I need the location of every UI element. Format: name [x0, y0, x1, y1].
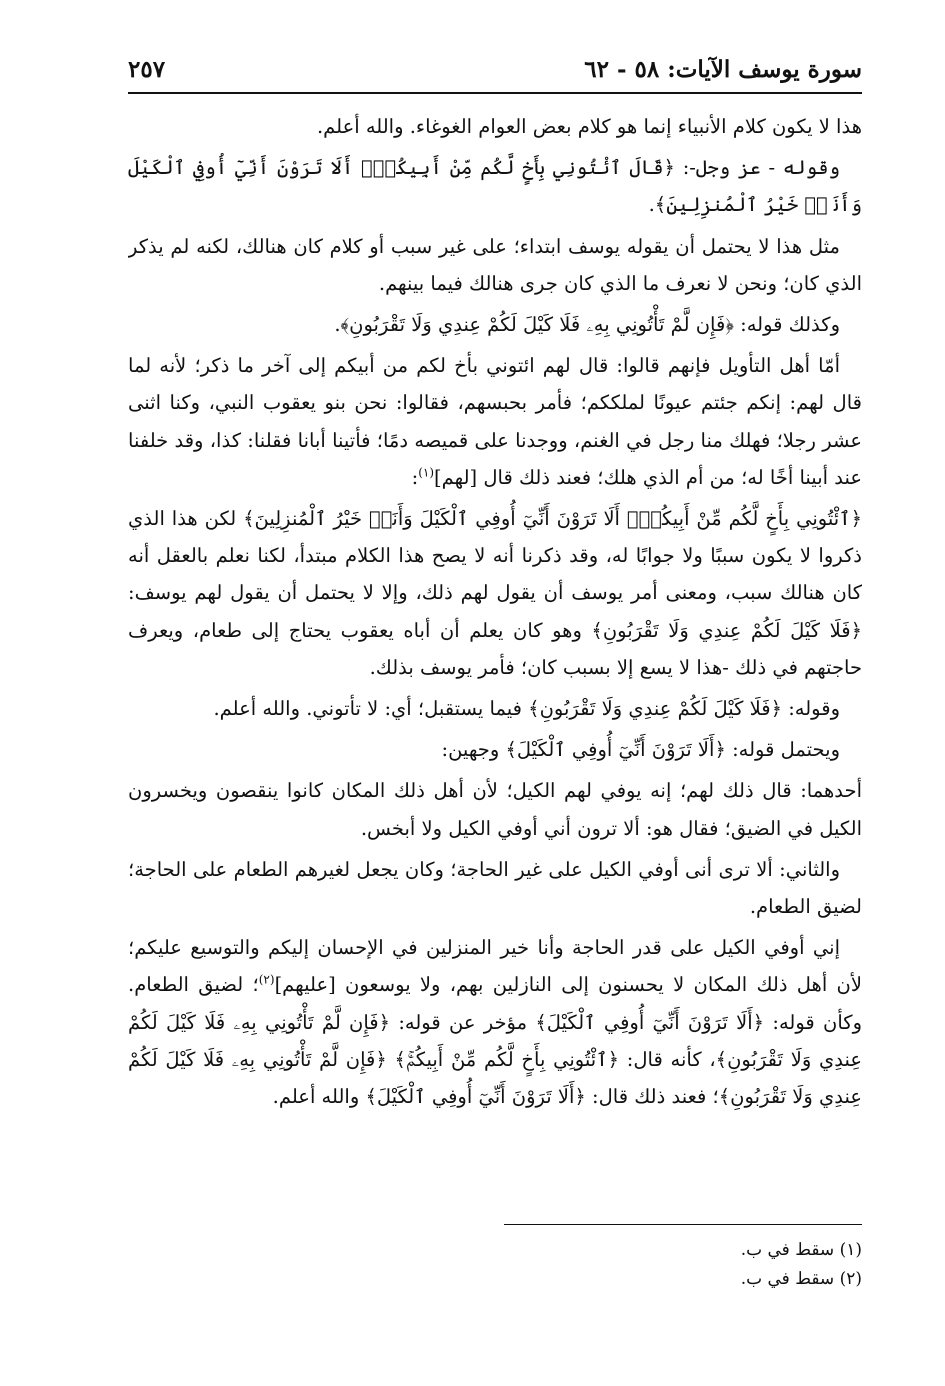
body-text — [128, 108, 862, 1220]
paragraph: ويحتمل قوله: ﴿أَلَا تَرَوْنَ أَنِّيٓ أُوفِي ٱلْكَيْلَ﴾ وجهين: — [441, 738, 840, 762]
paragraph-text: أمّا أهل التأويل فإنهم قالوا: قال لهم ائتوني بأخ لكم من أبيكم إلى آخر ما ذكر؛ لأنه لما قال لهم: إنكم جئتم عيونًا لملككم؛ فأمر بحبسهم، فقالوا: نحن بنو يعقوب النبي، وكنا اثنى عشر رجلا؛ فهلك منا رجل في الغنم، ووجدنا على قميصه دمًا؛ فأتينا أبانا فقلنا: كذا، وقد خلفنا عند أبينا أخًا له؛ من أم الذي هلك؛ فعند ذلك قال [لهم] — [128, 354, 862, 489]
paragraph: والثاني: ألا ترى أنى أوفي الكيل على غير الحاجة؛ وكان يجعل لغيرهم الطعام على الحاجة؛ لضيق الطعام. — [128, 857, 862, 919]
paragraph: أمّا أهل التأويل فإنهم قالوا: قال لهم ائتوني بأخ لكم من أبيكم إلى آخر ما ذكر؛ لأنه لما قال لهم: إنكم جئتم عيونًا لملككم؛ فأمر بحبسهم، فقالوا: نحن بنو يعقوب النبي، وكنا اثنى عشر رجلا؛ فهلك منا رجل في الغنم، ووجدنا على قميصه دمًا؛ فأتينا أبانا فقلنا: كذا، وقد خلفنا عند أبينا أخًا له؛ من أم الذي هلك؛ فعند ذلك قال [لهم]$^{(١)}$: — [128, 354, 862, 489]
running-header — [128, 52, 862, 88]
surah-title: سورة يوسف الآيات: ٥٨ - ٦٢ — [584, 56, 862, 83]
paragraph: أحدهما: قال ذلك لهم؛ إنه يوفي لهم الكيل؛ لأن أهل ذلك المكان كانوا ينقصون ويخسرون الكيل في الضيق؛ فقال هو: ألا ترون أني أوفي الكيل ولا أبخس. — [128, 779, 862, 840]
paragraph: ﴿ٱئْتُونِي بِأَخٍ لَّكُم مِّنْ أَبِيكُمْۚ أَلَا تَرَوْنَ أَنِّيٓ أُوفِي ٱلْكَيْلَ وَأَنَا۠ خَيْرُ ٱلْمُنزِلِينَ﴾ لكن هذا الذي ذكروا لا يكون سببًا ولا جوابًا له، وقد ذكرنا أنه لا يصح هذا الكلام مبتدأ، لكنا نعلم بالعقل أنه كان هنالك سبب، ومعنى أمر يوسف أن يقول لهم ذلك، وإلا لا يحتمل أن يقول لهم يوسف: ﴿فَلَا كَيْلَ لَكُمْ عِندِي وَلَا تَقْرَبُونِ﴾ وهو كان يعلم أن أباه يعقوب يحتاج إلى طعام، ويعرف حاجتهم في ذلك -هذا لا يسع إلا بسبب كان؛ فأمر يوسف بذلك. — [128, 507, 862, 679]
paragraph-text: إني أوفي الكيل على قدر الحاجة وأنا خير المنزلين في الإحسان إليكم والتوسيع عليكم؛ لأن أهل ذلك المكان لا يحسنون إلى النازلين بهم، ولا يوسعون [عليهم] — [128, 936, 862, 997]
paragraph: مثل هذا لا يحتمل أن يقوله يوسف ابتداء؛ على غير سبب أو كلام كان هنالك، لكنه لم يذكر الذي كان؛ ونحن لا نعرف ما الذي كان جرى هنالك فيما بينهم. — [128, 234, 862, 295]
header-divider — [128, 92, 862, 94]
footnote-2: (٢) سقط في ب. — [740, 1269, 862, 1289]
footnote-divider — [504, 1224, 862, 1225]
page-number: ٢٥٧ — [128, 56, 166, 83]
footnote-ref-2: (٢) — [258, 972, 275, 987]
footnotes — [128, 1236, 862, 1294]
paragraph: وقوله - عز وجل-: ﴿قَالَ ٱئْتُونِي بِأَخٍ لَّكُم مِّنْ أَبِيكُمْۚ أَلَا تَرَوْنَ أَنِّيٓ أُوفِي ٱلْكَيْلَ وَأَنَا۠ خَيْرُ ٱلْمُنزِلِينَ﴾. — [128, 156, 862, 217]
paragraph: هذا لا يكون كلام الأنبياء إنما هو كلام بعض العوام الغوغاء. والله أعلم. — [316, 115, 862, 138]
paragraph: وقوله: ﴿فَلَا كَيْلَ لَكُمْ عِندِي وَلَا تَقْرَبُونِ﴾ فيما يستقبل؛ أي: لا تأتوني. والله أعلم. — [213, 697, 840, 721]
paragraph — [128, 929, 862, 1115]
footnote-ref-1: (١) — [418, 465, 435, 480]
paragraph-text: ؛ لضيق الطعام. وكأن قوله: ﴿أَلَا تَرَوْنَ أَنِّيٓ أُوفِي ٱلْكَيْلَ﴾ مؤخر عن قوله: ﴿فَإِن لَّمْ تَأْتُونِي بِهِۦ فَلَا كَيْلَ لَكُمْ عِندِي وَلَا تَقْرَبُونِ﴾، كأنه قال: ﴿ٱئْتُونِي بِأَخٍ لَّكُم مِّنْ أَبِيكُمْۚ﴾ ﴿فَإِن لَّمْ تَأْتُونِي بِهِۦ فَلَا كَيْلَ لَكُمْ عِندِي وَلَا تَقْرَبُونِ﴾؛ فعند ذلك قال: ﴿أَلَا تَرَوْنَ أَنِّيٓ أُوفِي ٱلْكَيْلَ﴾ والله أعلم. — [128, 973, 862, 1109]
footnote-1: (١) سقط في ب. — [740, 1240, 862, 1260]
paragraph: وكذلك قوله: ﴿فَإِن لَّمْ تَأْتُونِي بِهِۦ فَلَا كَيْلَ لَكُمْ عِندِي وَلَا تَقْرَبُونِ﴾. — [334, 313, 840, 337]
